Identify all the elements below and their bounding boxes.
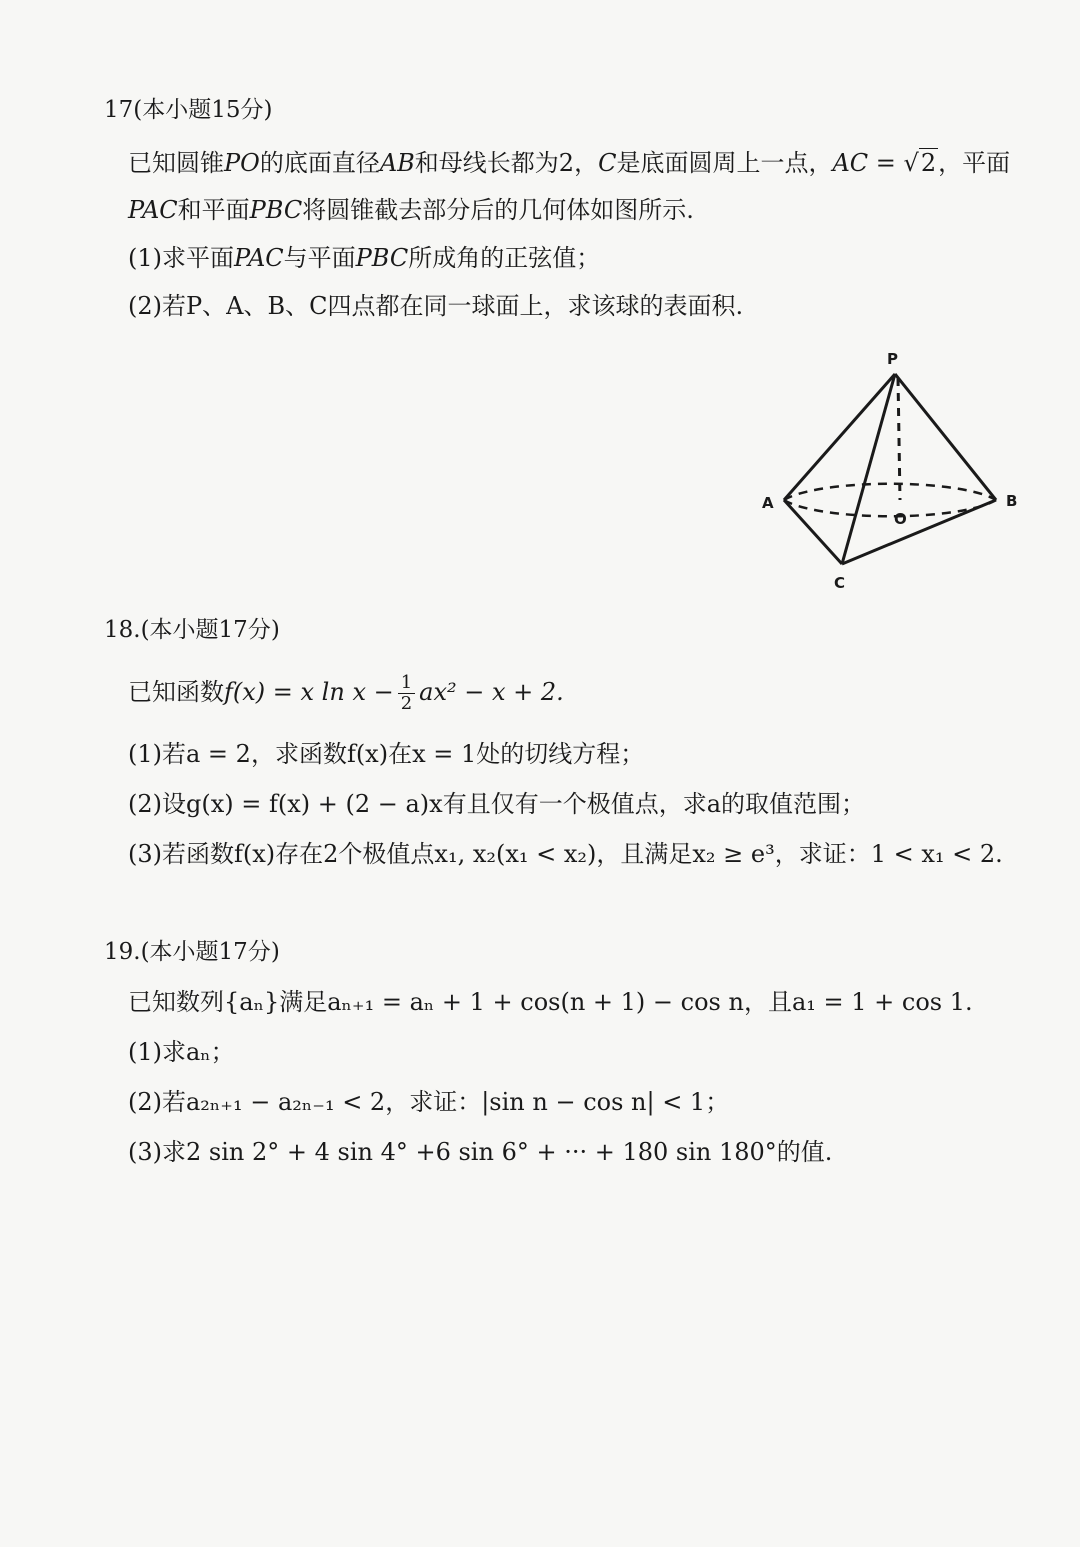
- q18-title: 18.(本小题17分): [104, 617, 280, 643]
- fraction-denominator: 2: [400, 693, 413, 714]
- q18-part2: (2)设g(x) = f(x) + (2 − a)x有且仅有一个极值点，求a的取值范围；: [128, 790, 866, 818]
- label-B: B: [1006, 492, 1018, 510]
- q17-text: 所成角的正弦值；: [408, 244, 601, 272]
- label-A: A: [762, 494, 774, 512]
- q19-part3: (3)求2 sin 2° + 4 sin 4° +6 sin 6° + ··· + 180 sin 180°的值.: [128, 1138, 833, 1166]
- q19-part2: (2)若a₂ₙ₊₁ − a₂ₙ₋₁ < 2，求证：|sin n − cos n| < 1；: [128, 1088, 730, 1116]
- q17-part1: [128, 242, 600, 274]
- q17-text: ，平面: [938, 149, 1011, 177]
- q17-var: C: [598, 149, 617, 177]
- q17-var: PAC: [234, 244, 284, 272]
- q17-text: =: [868, 149, 904, 177]
- q17-text: 与平面: [283, 244, 356, 272]
- q17-text: 的底面直径: [259, 149, 380, 177]
- q19-title: 19.(本小题17分): [104, 939, 280, 965]
- edge-AC: [784, 500, 842, 564]
- fraction: [398, 673, 415, 714]
- q17-var: PBC: [249, 196, 303, 224]
- q17-text: 是底面圆周上一点，: [616, 149, 833, 177]
- edge-PB: [895, 374, 996, 500]
- edge-BC: [842, 500, 996, 564]
- q17-text: 将圆锥截去部分后的几何体如图所示.: [302, 196, 694, 224]
- q17-var: PAC: [128, 196, 178, 224]
- q18-text: 已知函数: [128, 678, 224, 706]
- q17-var: AC: [832, 149, 869, 177]
- q18-function: f(x) = x ln x −: [224, 678, 394, 706]
- q17-var: PO: [224, 149, 260, 177]
- fraction-numerator: 1: [398, 673, 415, 694]
- q19-stem: 已知数列{aₙ}满足aₙ₊₁ = aₙ + 1 + cos(n + 1) − cos n，且a₁ = 1 + cos 1.: [128, 988, 973, 1016]
- q17-stem-line1: [128, 147, 1010, 179]
- height-PO: [898, 378, 900, 500]
- q17-text: 已知圆锥: [128, 149, 224, 177]
- cone-figure: [740, 340, 1040, 600]
- q18-stem: [128, 664, 564, 720]
- q17-text: 和母线长都为2，: [414, 149, 599, 177]
- q17-text: (1)求平面: [128, 244, 234, 272]
- sqrt-symbol: √2: [903, 149, 937, 177]
- q17-title: 17(本小题15分): [104, 97, 273, 123]
- q17-var: PBC: [355, 244, 409, 272]
- q17-text: 和平面: [177, 196, 250, 224]
- q17-part2: (2)若P、A、B、C四点都在同一球面上，求该球的表面积.: [128, 292, 744, 320]
- q18-function-tail: ax² − x + 2.: [419, 678, 564, 706]
- q19-part1: (1)求aₙ；: [128, 1038, 235, 1066]
- q18-part3: (3)若函数f(x)存在2个极值点x₁, x₂(x₁ < x₂)，且满足x₂ ≥ e³，求证：1 < x₁ < 2.: [128, 840, 1003, 868]
- base-ellipse-back: [784, 484, 996, 500]
- q18-part1: (1)若a = 2，求函数f(x)在x = 1处的切线方程；: [128, 740, 645, 768]
- sqrt-radicand: 2: [920, 149, 937, 177]
- q17-var: AB: [379, 149, 415, 177]
- label-P: P: [887, 350, 898, 368]
- q17-stem-line2: [128, 194, 694, 226]
- label-C: C: [834, 574, 846, 592]
- label-O: O: [894, 510, 907, 528]
